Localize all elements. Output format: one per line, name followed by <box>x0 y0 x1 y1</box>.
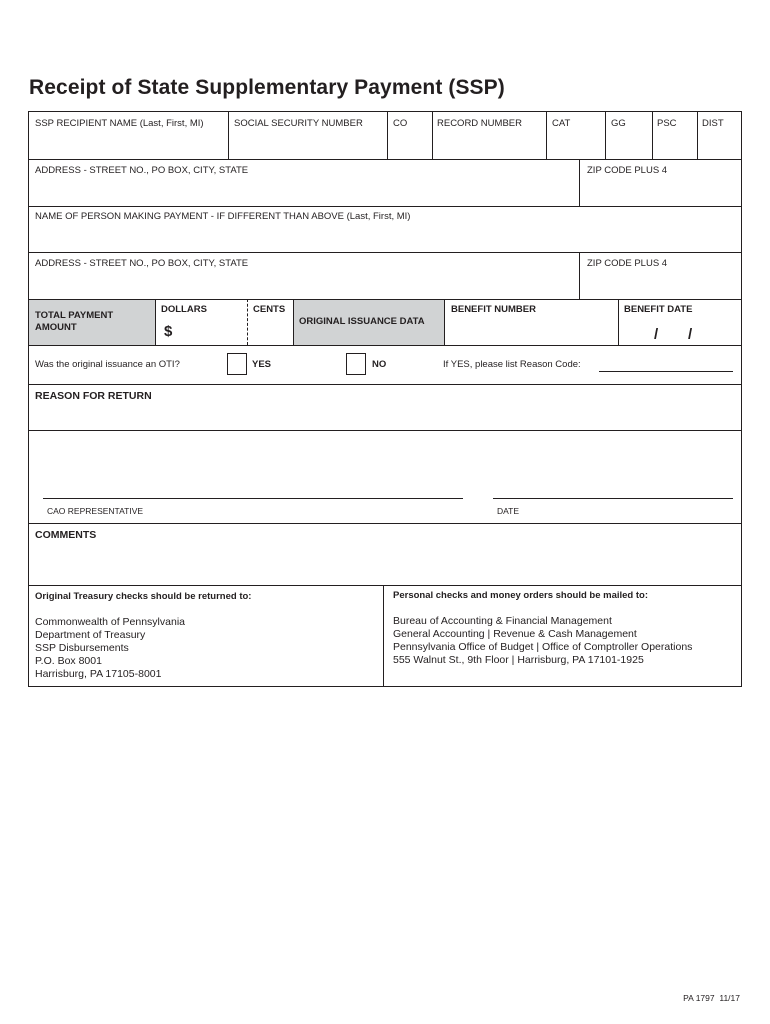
address-line: Department of Treasury <box>35 629 146 641</box>
treasury-address <box>35 616 185 681</box>
personal-address <box>393 615 692 667</box>
cents-label: CENTS <box>253 304 286 315</box>
no-checkbox[interactable] <box>346 353 366 375</box>
yes-label: YES <box>252 359 272 370</box>
col-divider <box>383 585 384 687</box>
cao-signature-field[interactable] <box>43 498 463 499</box>
reason-code-field[interactable] <box>599 371 733 372</box>
reason-heading: REASON FOR RETURN <box>35 390 152 402</box>
form-footer <box>683 993 740 1003</box>
row-divider <box>29 523 741 524</box>
dist-label: DIST <box>702 118 724 129</box>
col-divider <box>293 299 294 345</box>
ssp-receipt-form <box>28 111 742 687</box>
address-line: Harrisburg, PA 17105-8001 <box>35 668 162 680</box>
date-label: DATE <box>497 506 520 516</box>
address-line: General Accounting | Revenue & Cash Management <box>393 628 637 640</box>
col-divider <box>618 299 619 345</box>
date-separator: / <box>654 326 659 343</box>
original-issuance-label: ORIGINAL ISSUANCE DATA <box>299 316 425 327</box>
comments-heading: COMMENTS <box>35 529 97 541</box>
personal-heading: Personal checks and money orders should be mailed to: <box>393 590 648 601</box>
dollars-label: DOLLARS <box>161 304 207 315</box>
address-line: 555 Walnut St., 9th Floor | Harrisburg, PA 17101-1925 <box>393 654 644 666</box>
cat-label: CAT <box>552 118 571 129</box>
col-divider <box>697 112 698 159</box>
row-divider <box>29 384 741 385</box>
no-label: NO <box>372 359 387 370</box>
yes-checkbox[interactable] <box>227 353 247 375</box>
date-separator: / <box>688 326 693 343</box>
record-number-label: RECORD NUMBER <box>437 118 522 129</box>
recipient-name-label: SSP RECIPIENT NAME (Last, First, MI) <box>35 118 204 129</box>
row-divider <box>29 345 741 346</box>
address-line: Bureau of Accounting & Financial Management <box>393 615 612 627</box>
col-divider <box>579 159 580 206</box>
address-label: ADDRESS - STREET NO., PO BOX, CITY, STATE <box>35 165 249 176</box>
col-divider <box>444 299 445 345</box>
row-divider <box>29 206 741 207</box>
ssn-label: SOCIAL SECURITY NUMBER <box>234 118 363 129</box>
form-title: Receipt of State Supplementary Payment (SSP) <box>29 76 505 99</box>
address-line: P.O. Box 8001 <box>35 655 102 667</box>
col-divider <box>605 112 606 159</box>
psc-label: PSC <box>657 118 677 129</box>
total-payment-label-2: AMOUNT <box>35 322 77 333</box>
col-divider <box>432 112 433 159</box>
form-id: PA 1797 <box>683 993 715 1003</box>
dollar-sign: $ <box>164 323 173 340</box>
address-line: Commonwealth of Pennsylvania <box>35 616 185 628</box>
oti-question: Was the original issuance an OTI? <box>35 359 180 370</box>
revision-date: 11/17 <box>719 993 740 1003</box>
cao-label: CAO REPRESENTATIVE <box>47 506 144 516</box>
co-label: CO <box>393 118 408 129</box>
col-divider <box>546 112 547 159</box>
col-divider <box>652 112 653 159</box>
row-divider <box>29 159 741 160</box>
payer-zip-label: ZIP CODE PLUS 4 <box>587 258 668 269</box>
address-line: SSP Disbursements <box>35 642 129 654</box>
cents-divider <box>247 299 248 345</box>
row-divider <box>29 430 741 431</box>
total-payment-label: TOTAL PAYMENT <box>35 310 114 321</box>
col-divider <box>228 112 229 159</box>
treasury-heading: Original Treasury checks should be returned to: <box>35 591 252 602</box>
col-divider <box>155 299 156 345</box>
benefit-number-label: BENEFIT NUMBER <box>451 304 536 315</box>
payer-name-label: NAME OF PERSON MAKING PAYMENT - IF DIFFERENT THAN ABOVE (Last, First, MI) <box>35 211 411 222</box>
row-divider <box>29 252 741 253</box>
address-line: Pennsylvania Office of Budget | Office of Comptroller Operations <box>393 641 693 653</box>
reason-code-label: If YES, please list Reason Code: <box>443 359 581 370</box>
col-divider <box>579 252 580 299</box>
col-divider <box>387 112 388 159</box>
payer-address-label: ADDRESS - STREET NO., PO BOX, CITY, STATE <box>35 258 249 269</box>
zip-label: ZIP CODE PLUS 4 <box>587 165 668 176</box>
benefit-date-label: BENEFIT DATE <box>624 304 693 315</box>
row-divider <box>29 585 741 586</box>
gg-label: GG <box>611 118 626 129</box>
date-field[interactable] <box>493 498 733 499</box>
